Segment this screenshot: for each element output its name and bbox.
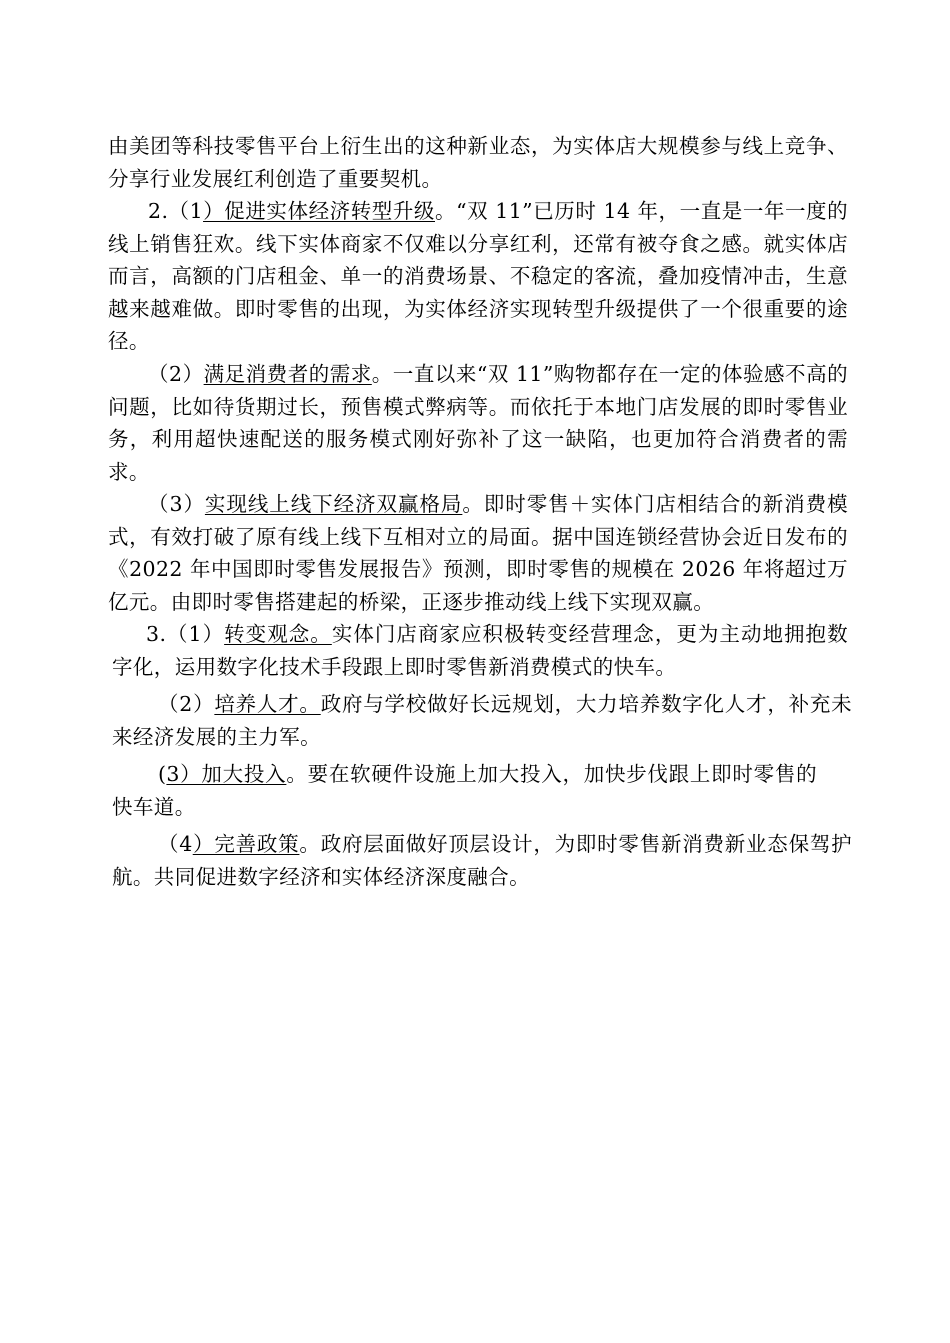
answer-2-2-number: （2） [148,362,204,386]
answer-3-1-paragraph [112,618,848,683]
answer-3-3-paragraph [112,758,817,823]
answer-3-3-heading: 3）加大投入 [166,762,287,786]
answer-3-1-number: 3.（1） [146,622,225,646]
answer-3-2-paragraph [112,688,852,753]
answer-3-2-heading: 培养人才。 [214,692,321,716]
answer-2-3-body: 。即时零售＋实体门店相结合的新消费模式，有效打破了原有线上线下互相对立的局面。据中国连锁经营协会近日发布的《2022 年中国即时零售发展报告》预测，即时零售的规模在 2026 年将超过万亿元。由即时零售搭建起的桥梁，正逐步推动线上线下实现双赢。 [108,492,848,614]
answer-2-3-number: （3） [148,492,205,516]
answer-2-1-body: 。“双 11”已历时 14 年，一直是一年一度的线上销售狂欢。线下实体商家不仅难以分享红利，还常有被夺食之感。就实体店而言，高额的门店租金、单一的消费场景、不稳定的客流，叠加疫情冲击，生意越来越难做。即时零售的出现，为实体经济实现转型升级提供了一个很重要的途径。 [108,199,849,354]
answer-2-1-heading: ）促进实体经济转型升级 [203,199,435,223]
answer-3-3-body: 。要在软硬件设施上加大投入，加快步伐跟上即时零售的快车道。 [112,762,818,819]
answer-2-1-number: 2.（1 [148,199,204,223]
answer-3-1-body: 实体门店商家应积极转变经营理念，更为主动地拥抱数字化，运用数字化技术手段跟上即时零售新消费模式的快车。 [112,622,848,679]
answer-3-2-body: 政府与学校做好长远规划，大力培养数字化人才，补充未来经济发展的主力军。 [112,692,853,749]
answer-3-3-number: ( [158,762,167,786]
answer-3-4-heading: ）完善政策 [192,832,300,856]
answer-2-2-body: 。一直以来“双 11”购物都存在一定的体验感不高的问题，比如待货期过长，预售模式弊病等。而依托于本地门店发展的即时零售业务，利用超快速配送的服务模式刚好弥补了这一缺陷，也更加符合消费者的需求。 [108,362,848,484]
intro-text: 由美团等科技零售平台上衍生出的这种新业态，为实体店大规模参与线上竞争、分享行业发展红利创造了重要契机。 [108,134,848,191]
answer-2-3-paragraph [108,488,848,618]
answer-2-2-paragraph [108,358,848,488]
answer-2-1-paragraph [108,195,848,358]
answer-3-2-number: （2） [158,692,215,716]
answer-3-4-body: 。政府层面做好顶层设计，为即时零售新消费新业态保驾护航。共同促进数字经济和实体经济深度融合。 [112,832,852,889]
intro-paragraph [108,130,848,195]
answer-2-3-heading: 实现线上线下经济双赢格局 [204,492,463,516]
answer-3-4-paragraph [112,828,852,893]
answer-2-2-heading: 满足消费者的需求 [203,362,372,386]
answer-3-4-number: （4 [158,832,193,856]
answer-3-1-heading: 转变观念。 [224,622,332,646]
